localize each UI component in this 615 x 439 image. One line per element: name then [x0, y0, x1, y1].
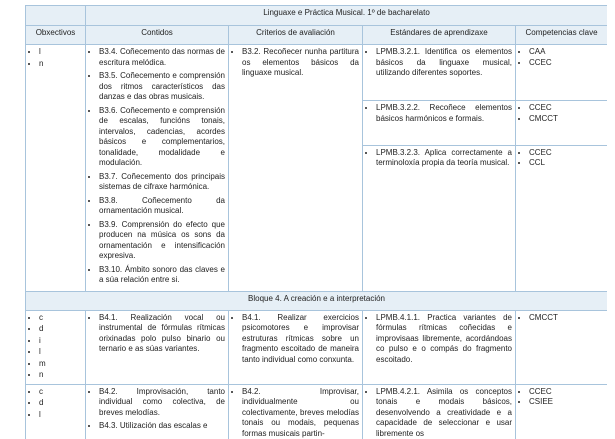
- competence-item: • CAA: [529, 47, 604, 58]
- standard-cell: [363, 101, 516, 146]
- table-title: Linguaxe e Práctica Musical. 1º de bacharelato: [86, 6, 608, 26]
- content-item: • B3.8. Coñecemento da ornamentación musical.: [99, 196, 225, 217]
- criterion-item: • B3.2. Recoñecer nunha partitura os elementos básicos da linguaxe musical.: [242, 47, 359, 79]
- objective-item: • i: [39, 336, 82, 347]
- competence-item: • CSIEE: [529, 397, 604, 408]
- criteria-cell: [229, 384, 363, 439]
- standard-item: • LPMB.3.2.2. Recoñece elementos básicos harmónicos e formais.: [376, 103, 512, 124]
- standard-item: • LPMB.3.2.3. Aplica correctamente a terminoloxía propia da teoría musical.: [376, 148, 512, 169]
- title-corner-cell: [26, 6, 86, 26]
- header-objectives: Obxectivos: [26, 26, 86, 45]
- objective-item: • n: [39, 370, 82, 381]
- content-item: • B4.2. Improvisación, tanto individual como colectiva, de breves melodías.: [99, 387, 225, 419]
- objectives-cell: [26, 310, 86, 384]
- header-contents: Contidos: [86, 26, 229, 45]
- header-standards: Estándares de aprendizaxe: [363, 26, 516, 45]
- competence-item: • CMCCT: [529, 313, 604, 324]
- competence-item: • CCEC: [529, 103, 604, 114]
- competence-item: • CMCCT: [529, 114, 604, 125]
- curriculum-table: [25, 5, 607, 439]
- objective-item: • l: [39, 47, 82, 58]
- competences-cell: [516, 101, 608, 146]
- content-item: • B4.1. Realización vocal ou instrumental de fórmulas rítmicas orixinadas polo pulso binario ou ternario e as súas variantes.: [99, 313, 225, 355]
- criterion-item: • B4.1. Realizar exercicios psicomotores e improvisar estruturas rítmicas sobre un fragmento escoitado de maneira tanto individual como conxunta.: [242, 313, 359, 366]
- competences-cell: [516, 310, 608, 384]
- competences-cell: [516, 145, 608, 291]
- competence-item: • CCEC: [529, 58, 604, 69]
- competences-cell: [516, 384, 608, 439]
- objective-item: • d: [39, 398, 82, 409]
- standard-cell: [363, 145, 516, 291]
- standard-item: • LPMB.4.2.1. Asimila os conceptos tonais e modais básicos, desenvolvendo a creatividade e a capacidade de seleccionar e usar libremente os: [376, 387, 512, 439]
- objective-item: • n: [39, 59, 82, 70]
- objective-item: • l: [39, 347, 82, 358]
- criteria-cell: [229, 45, 363, 292]
- content-item: • B3.9. Comprensión do efecto que producen na música os sons da ornamentación e intensificación expresiva.: [99, 220, 225, 262]
- standard-item: • LPMB.3.2.1. Identifica os elementos básicos da linguaxe musical, utilizando diferentes soportes.: [376, 47, 512, 79]
- standard-cell: [363, 45, 516, 101]
- criterion-item: • B4.2. Improvisar, individualmente ou colectivamente, breves melodías tonais ou modais, pequenas formas musicais partin-: [242, 387, 359, 439]
- content-item: • B4.3. Utilización das escalas e: [99, 421, 225, 432]
- objective-item: • c: [39, 387, 82, 398]
- block-title: Bloque 4. A creación e a interpretación: [26, 291, 608, 310]
- objective-item: • m: [39, 359, 82, 370]
- standard-item: • LPMB.4.1.1. Practica variantes de fórmulas rítmicas coñecidas e improvisaas libremente, acordándoas co pulso e o compás do fragmento escoitado.: [376, 313, 512, 366]
- competence-item: • CCEC: [529, 148, 604, 159]
- content-item: • B3.4. Coñecemento das normas de escritura melódica.: [99, 47, 225, 68]
- criteria-cell: [229, 310, 363, 384]
- content-item: • B3.6. Coñecemento e comprensión de escalas, funcións tonais, intervalos, cadencias, acordes básicos e complementarios, tonalidade, modalidade e modulación.: [99, 106, 225, 169]
- contents-cell: [86, 45, 229, 292]
- competence-item: • CCL: [529, 158, 604, 169]
- standard-cell: [363, 310, 516, 384]
- objective-item: • c: [39, 313, 82, 324]
- standard-cell: [363, 384, 516, 439]
- objectives-cell: [26, 45, 86, 292]
- content-item: • B3.10. Ámbito sonoro das claves e a súa relación entre si.: [99, 265, 225, 286]
- header-competences: Competencias clave: [516, 26, 608, 45]
- objective-item: • l: [39, 410, 82, 421]
- content-item: • B3.7. Coñecemento dos principais sistemas de cifraxe harmónica.: [99, 172, 225, 193]
- objectives-cell: [26, 384, 86, 439]
- competence-item: • CCEC: [529, 387, 604, 398]
- contents-cell: [86, 384, 229, 439]
- objective-item: • d: [39, 324, 82, 335]
- content-item: • B3.5. Coñecemento e comprensión dos ritmos característicos das danzas e das obras musicais.: [99, 71, 225, 103]
- competences-cell: [516, 45, 608, 101]
- curriculum-page: [25, 5, 607, 439]
- contents-cell: [86, 310, 229, 384]
- header-criteria: Criterios de avaliación: [229, 26, 363, 45]
